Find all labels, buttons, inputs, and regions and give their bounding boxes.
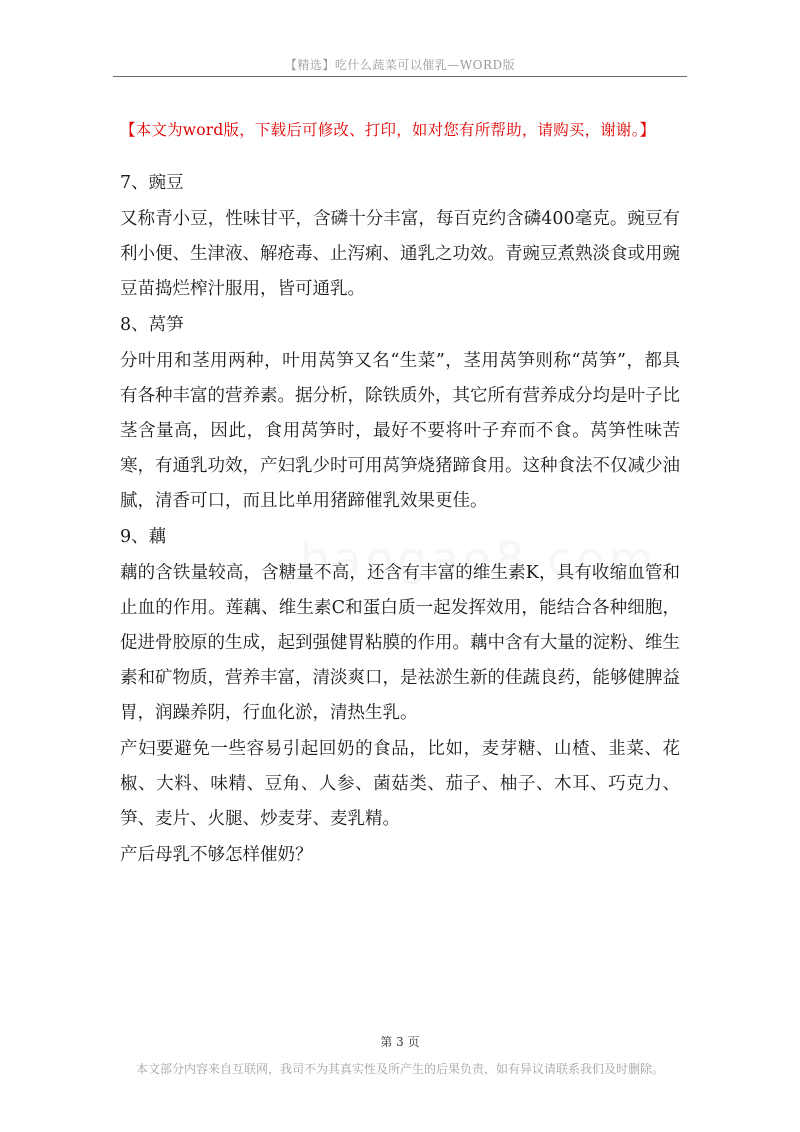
paragraph-lettuce: 分叶用和茎用两种，叶用莴笋又名“生菜”，茎用莴笋则称“莴笋”，都具有各种丰富的营养素。据分析，除铁质外，其它所有营养成分均是叶子比茎含量高，因此，食用莴笋时，最好不要将叶子弃而不食。莴笋性味苦寒，有通乳功效，产妇乳少时可用莴笋烧猪蹄食用。这种食法不仅减少油腻，清香可口，而且比单用猪蹄催乳效果更佳。 <box>120 351 680 511</box>
document-body <box>120 166 680 874</box>
paragraph-peas: 又称青小豆，性味甘平，含磷十分丰富，每百克约含磷400毫克。豌豆有利小便、生津液、解疮毒、止泻痢、通乳之功效。青豌豆煮熟淡食或用豌豆苗捣烂榨汁服用，皆可通乳。 <box>120 209 680 299</box>
section-heading-lotus-root: 9、藕 <box>120 527 167 547</box>
paragraph-avoid-foods: 产妇要避免一些容易引起回奶的食品，比如，麦芽糖、山楂、韭菜、花椒、大料、味精、豆角、人参、菌菇类、茄子、柚子、木耳、巧克力、笋、麦片、火腿、炒麦芽、麦乳精。 <box>120 739 680 829</box>
paragraph-question: 产后母乳不够怎样催奶？ <box>120 845 313 865</box>
paragraph-lotus-root: 藕的含铁量较高，含糖量不高，还含有丰富的维生素K，具有收缩血管和止血的作用。莲藕、维生素C和蛋白质一起发挥效用，能结合各种细胞，促进骨胶原的生成，起到强健胃粘膜的作用。藕中含有大量的淀粉、维生素和矿物质，营养丰富，清淡爽口，是祛淤生新的佳蔬良药，能够健脾益胃，润躁养阴，行血化淤，清热生乳。 <box>120 563 680 723</box>
section-heading-lettuce: 8、莴笋 <box>120 315 184 335</box>
header-rule <box>113 76 687 77</box>
purchase-notice: 【本文为word版，下载后可修改、打印，如对您有所帮助，请购买，谢谢。】 <box>120 121 656 139</box>
page-number: 第 3 页 <box>380 1035 420 1049</box>
footer-disclaimer: 本文部分内容来自互联网，我司不为其真实性及所产生的后果负责，如有异议请联系我们及时删除。 <box>135 1062 664 1076</box>
section-heading-peas: 7、豌豆 <box>120 173 184 193</box>
running-header: 【精选】吃什么蔬菜可以催乳—WORD版 <box>284 58 516 72</box>
